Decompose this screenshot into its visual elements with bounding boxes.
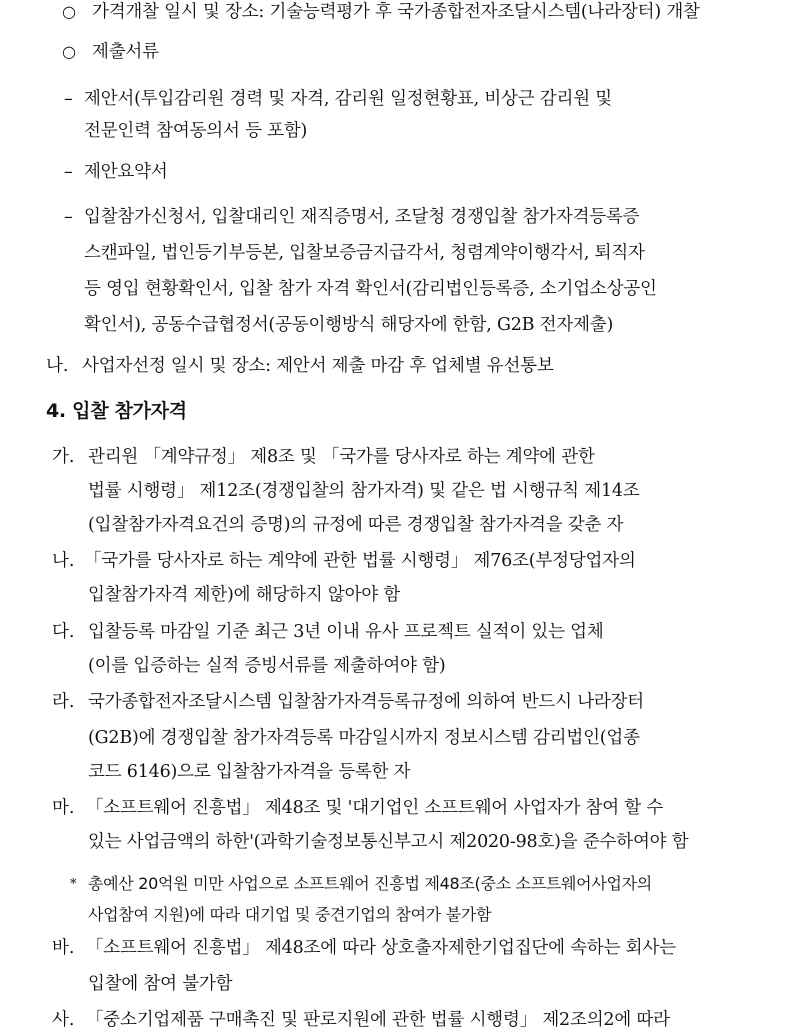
- item-ma-line-2: 있는 사업금액의 하한'(과학기술정보통신부고시 제2020-98호)을 준수하여야 함: [88, 832, 689, 852]
- item-na-text: 사업자선정 일시 및 장소: 제안서 제출 마감 후 업체별 유선통보: [82, 356, 554, 376]
- item-ga-line-3: (입찰참가자격요건의 증명)의 규정에 따른 경쟁입찰 참가자격을 갖춘 자: [88, 515, 624, 535]
- doc1-line-1: 제안서(투입감리원 경력 및 자격, 감리원 일정현황표, 비상근 감리원 및: [84, 89, 612, 109]
- dash-bullet: –: [64, 89, 73, 109]
- item-ba-line-1: 「소프트웨어 진흥법」 제48조에 따라 상호출자제한기업집단에 속하는 회사는: [86, 938, 676, 958]
- item-ma-marker: 마.: [52, 798, 75, 818]
- note-line-2: 사업참여 지원)에 따라 대기업 및 중견기업의 참여가 불가함: [88, 905, 492, 924]
- doc3-line-2: 스캔파일, 법인등기부등본, 입찰보증금지급각서, 청렴계약이행각서, 퇴직자: [84, 243, 645, 263]
- item-ra-marker: 라.: [52, 692, 75, 712]
- doc3-line-4: 확인서), 공동수급협정서(공동이행방식 해당자에 한함, G2B 전자제출): [84, 315, 614, 335]
- dash-bullet: –: [64, 207, 73, 227]
- item-ra-line-2: (G2B)에 경쟁입찰 참가자격등록 마감일시까지 정보시스템 감리법인(업종: [88, 728, 640, 748]
- doc1-line-2: 전문인력 참여동의서 등 포함): [84, 121, 308, 141]
- doc3-line-3: 등 영입 현황확인서, 입찰 참가 자격 확인서(감리법인등록증, 소기업소상공인: [84, 279, 657, 299]
- item-da-line-1: 입찰등록 마감일 기준 최근 3년 이내 유사 프로젝트 실적이 있는 업체: [88, 622, 604, 642]
- item-ra-line-1: 국가종합전자조달시스템 입찰참가자격등록규정에 의하여 반드시 나라장터: [88, 692, 645, 712]
- item-ra-line-3: 코드 6146)으로 입찰참가자격을 등록한 자: [88, 762, 411, 782]
- item-na2-line-2: 입찰참가자격 제한)에 해당하지 않아야 함: [88, 585, 401, 605]
- doc3-line-1: 입찰참가신청서, 입찰대리인 재직증명서, 조달청 경쟁입찰 참가자격등록증: [84, 207, 640, 227]
- item-na-marker: 나.: [46, 356, 69, 376]
- circle-bullet: ○: [62, 42, 76, 61]
- dash-bullet: –: [64, 162, 73, 182]
- item-na2-line-1: 「국가를 당사자로 하는 계약에 관한 법률 시행령」 제76조(부정당업자의: [84, 551, 636, 571]
- note-asterisk: *: [70, 877, 77, 892]
- price-opening-text: 가격개찰 일시 및 장소: 기술능력평가 후 국가종합전자조달시스템(나라장터) 개찰: [92, 2, 700, 22]
- section-4-heading: 4. 입찰 참가자격: [46, 400, 187, 422]
- submission-docs-title: 제출서류: [92, 42, 159, 62]
- item-ba-line-2: 입찰에 참여 불가함: [88, 974, 233, 994]
- doc2-text: 제안요약서: [84, 162, 168, 182]
- item-ga-marker: 가.: [52, 447, 75, 467]
- item-da-line-2: (이를 입증하는 실적 증빙서류를 제출하여야 함): [88, 656, 446, 676]
- item-sa-marker: 사.: [52, 1010, 75, 1030]
- circle-bullet: ○: [62, 2, 76, 21]
- item-ga-line-1: 관리원 「계약규정」 제8조 및 「국가를 당사자로 하는 계약에 관한: [88, 447, 595, 467]
- item-ba-marker: 바.: [52, 938, 75, 958]
- note-line-1: 총예산 20억원 미만 사업으로 소프트웨어 진흥법 제48조(중소 소프트웨어사업자의: [88, 874, 652, 893]
- item-ma-line-1: 「소프트웨어 진흥법」 제48조 및 '대기업인 소프트웨어 사업자가 참여 할 수: [86, 798, 664, 818]
- item-na2-marker: 나.: [52, 551, 75, 571]
- item-ga-line-2: 법률 시행령」 제12조(경쟁입찰의 참가자격) 및 같은 법 시행규칙 제14조: [88, 481, 640, 501]
- item-sa-line-1: 「중소기업제품 구매촉진 및 판로지원에 관한 법률 시행령」 제2조의2에 따라: [86, 1010, 670, 1030]
- item-da-marker: 다.: [52, 622, 75, 642]
